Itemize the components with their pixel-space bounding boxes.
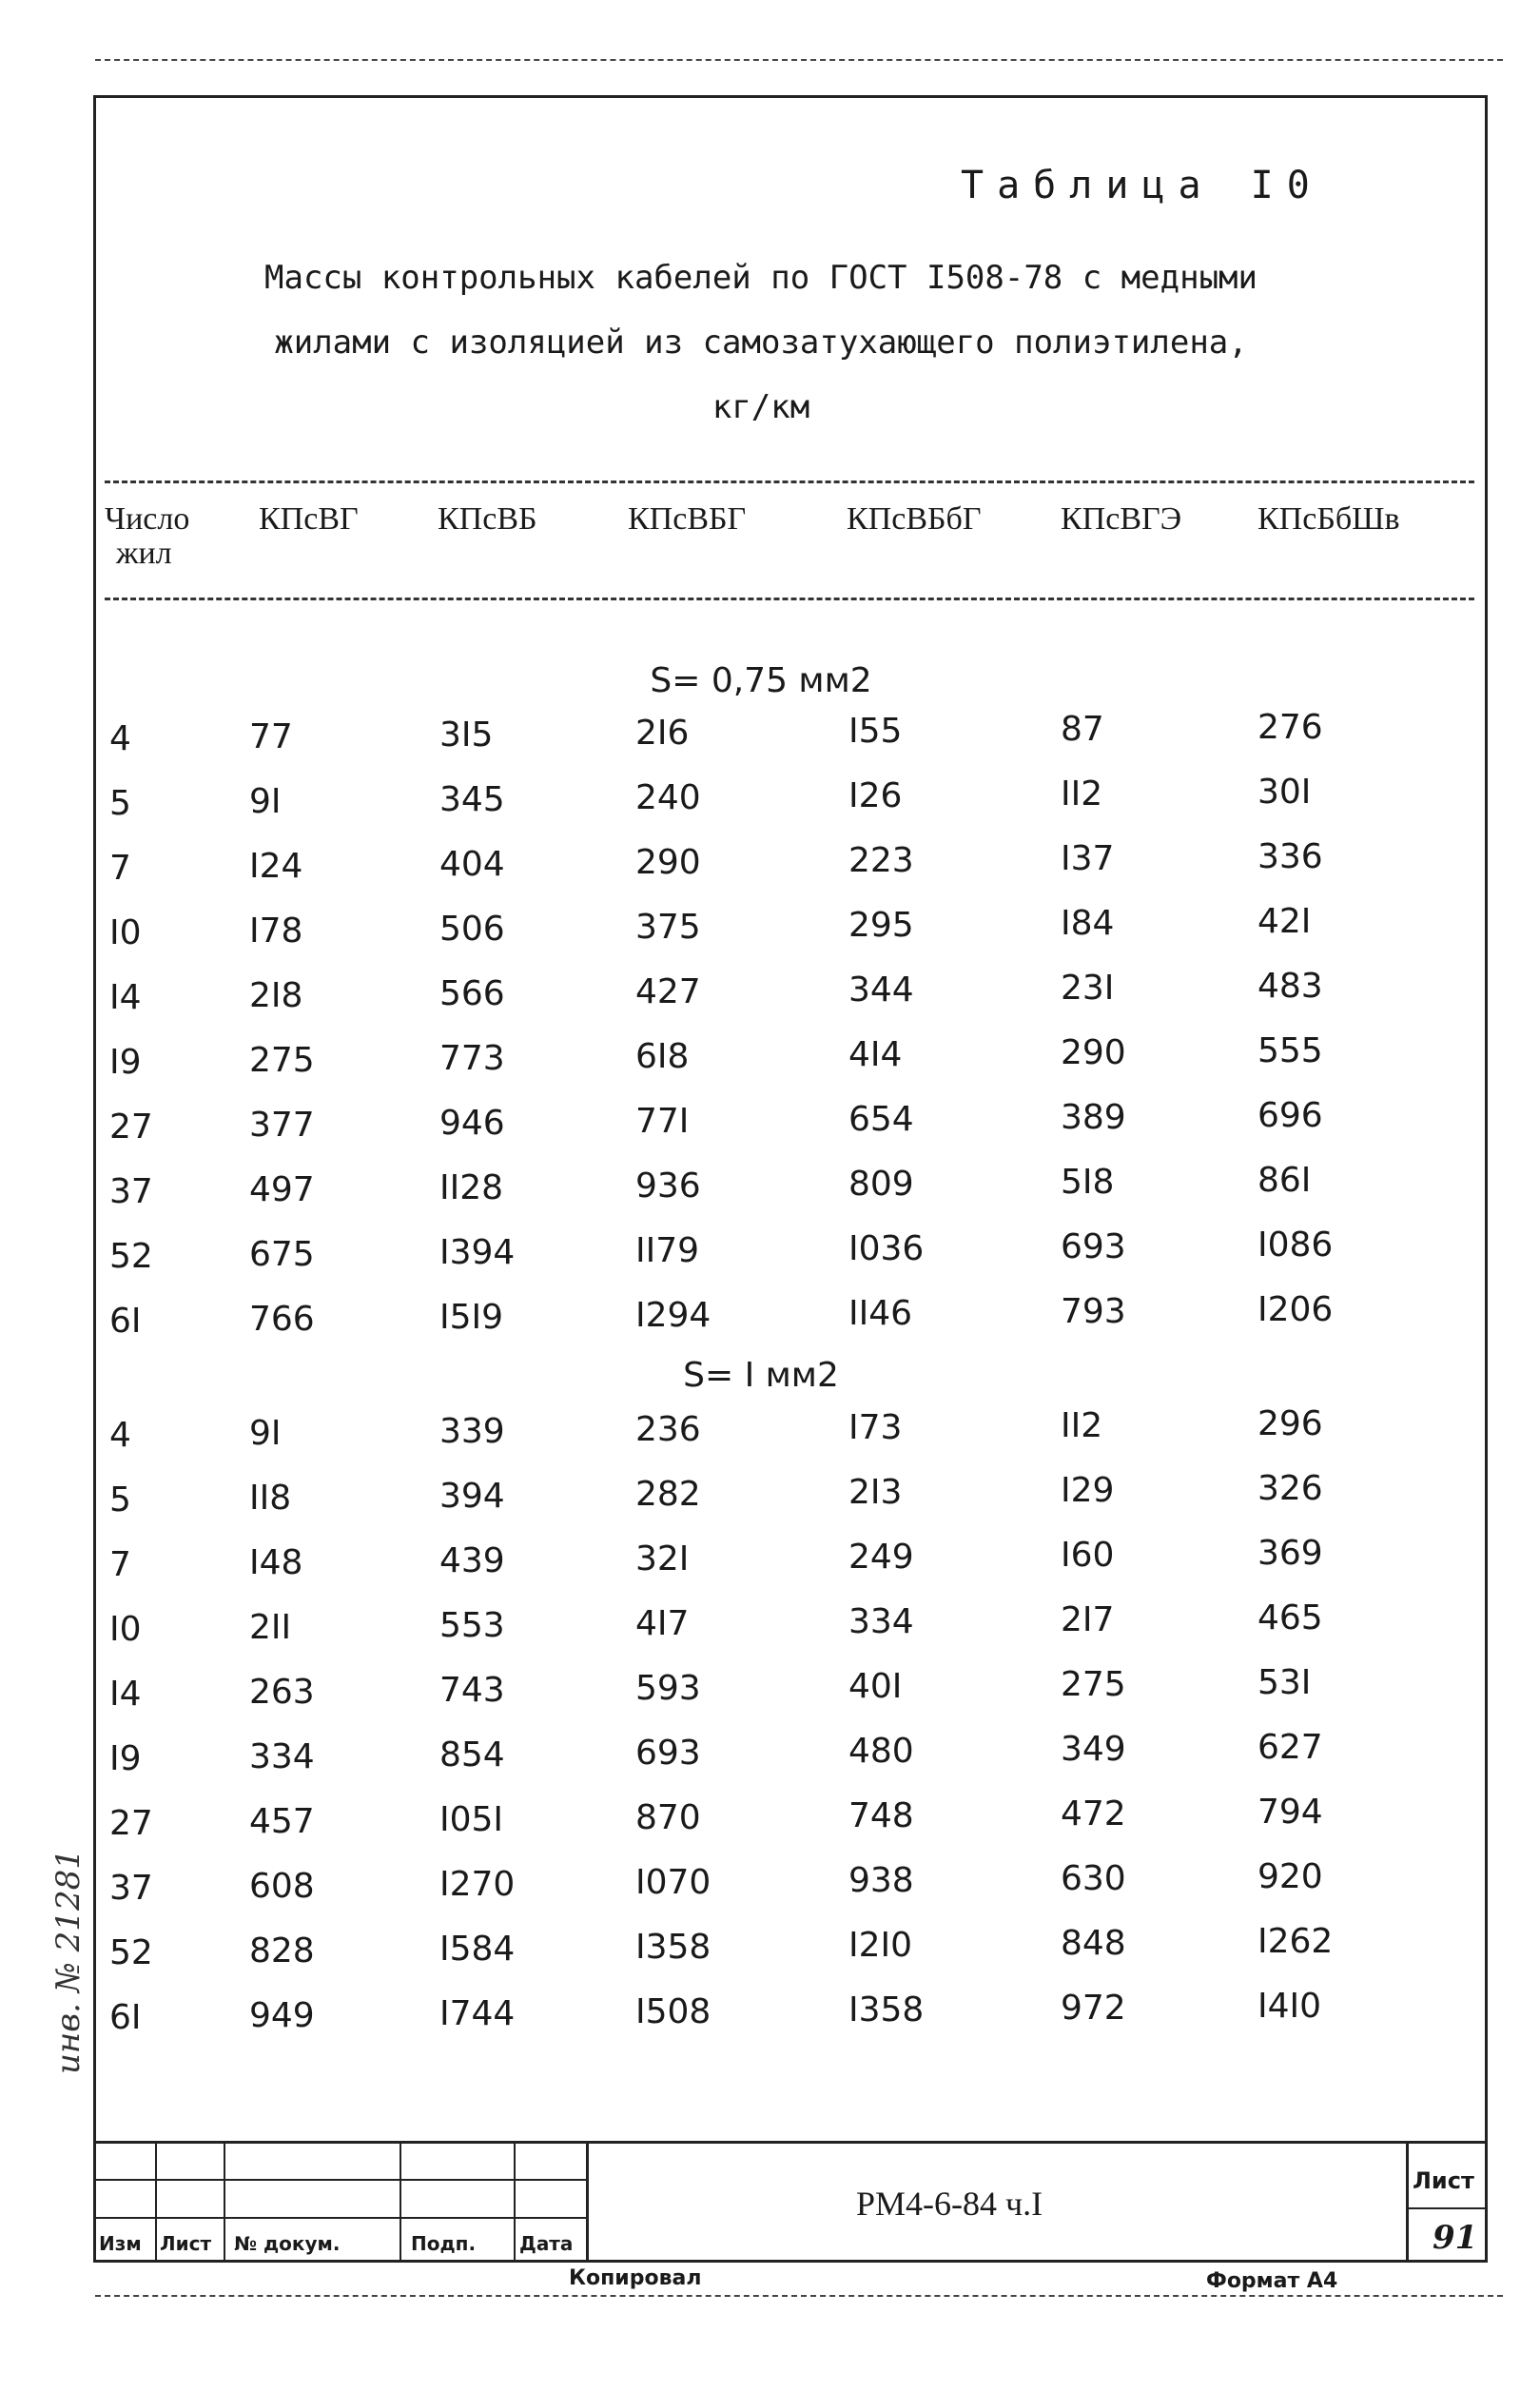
mass-cell: 936: [635, 1167, 701, 1206]
copied-label: Копировал: [569, 2266, 702, 2290]
mass-cell: II2: [1061, 1406, 1103, 1445]
mass-cell: 2I3: [848, 1473, 903, 1512]
mass-cell: 480: [848, 1732, 914, 1771]
mass-cell: I24: [249, 847, 303, 886]
mass-cell: 290: [1061, 1033, 1126, 1072]
section-label: S= 0,75 мм2: [650, 661, 872, 700]
mass-cell: 2I7: [1061, 1600, 1115, 1639]
mass-cell: 439: [439, 1541, 505, 1580]
mass-cell: I84: [1061, 904, 1115, 943]
cores-count-cell: I0: [109, 1610, 142, 1649]
mass-cell: 854: [439, 1735, 505, 1774]
mass-cell: 553: [439, 1606, 505, 1645]
cores-count-cell: 52: [109, 1237, 153, 1276]
mass-cell: I37: [1061, 839, 1115, 878]
mass-cell: I294: [635, 1296, 712, 1335]
column-header: КПсВГЭ: [1061, 501, 1182, 537]
mass-cell: I2I0: [848, 1926, 913, 1965]
top-dashed-rule: [95, 59, 1503, 61]
mass-cell: 566: [439, 974, 505, 1013]
cores-count-cell: 4: [109, 719, 131, 758]
cores-count-cell: I9: [109, 1739, 142, 1778]
mass-cell: 275: [1061, 1665, 1126, 1704]
mass-cell: II46: [848, 1294, 913, 1333]
sheet-cell-border: [1406, 2141, 1409, 2263]
mass-cell: I508: [635, 1992, 712, 2031]
cores-count-cell: 27: [109, 1108, 153, 1147]
column-header-line: жил: [116, 536, 172, 571]
cores-count-cell: 27: [109, 1804, 153, 1843]
mass-cell: 627: [1257, 1728, 1323, 1767]
mass-cell: I29: [1061, 1471, 1115, 1510]
mass-cell: II28: [439, 1168, 504, 1207]
cores-count-cell: 52: [109, 1933, 153, 1972]
mass-cell: 870: [635, 1798, 701, 1837]
mass-cell: 793: [1061, 1292, 1126, 1331]
title-block-row-line: [93, 2179, 586, 2181]
cores-count-cell: I4: [109, 978, 142, 1017]
mass-cell: 296: [1257, 1404, 1323, 1443]
cores-count-cell: I0: [109, 913, 142, 952]
label-doc-number: № докум.: [234, 2232, 341, 2255]
mass-cell: 344: [848, 971, 914, 1010]
mass-cell: 972: [1061, 1989, 1126, 2028]
mass-cell: 42I: [1257, 902, 1312, 941]
mass-cell: 457: [249, 1802, 315, 1841]
mass-cell: 949: [249, 1996, 315, 2035]
mass-cell: 9I: [249, 1414, 282, 1453]
mass-cell: 290: [635, 843, 701, 882]
mass-cell: 32I: [635, 1539, 690, 1578]
mass-cell: I394: [439, 1233, 516, 1272]
mass-cell: 369: [1257, 1534, 1323, 1573]
mass-cell: I26: [848, 776, 903, 815]
mass-cell: I55: [848, 712, 903, 751]
mass-cell: 4I7: [635, 1604, 690, 1643]
column-header-line: Число: [105, 501, 190, 537]
title-block-col-line: [400, 2141, 401, 2263]
mass-cell: 693: [635, 1734, 701, 1773]
mass-cell: I358: [635, 1928, 712, 1967]
section-label: S= I мм2: [683, 1356, 839, 1395]
mass-cell: 427: [635, 972, 701, 1011]
mass-cell: 326: [1257, 1469, 1323, 1508]
mass-cell: 497: [249, 1170, 315, 1209]
mass-cell: II8: [249, 1479, 292, 1518]
column-header: КПсВБГ: [628, 501, 747, 537]
mass-cell: 696: [1257, 1096, 1323, 1135]
mass-cell: 773: [439, 1039, 505, 1078]
column-header: [105, 502, 189, 571]
cores-count-cell: 37: [109, 1869, 153, 1908]
cores-count-cell: 5: [109, 784, 131, 823]
header-rule-top: [105, 480, 1474, 483]
mass-cell: 263: [249, 1673, 315, 1712]
mass-cell: 946: [439, 1104, 505, 1143]
mass-cell: I05I: [439, 1800, 504, 1839]
mass-cell: 828: [249, 1931, 315, 1970]
mass-cell: I036: [848, 1229, 925, 1268]
mass-cell: I48: [249, 1543, 303, 1582]
label-date: Дата: [519, 2232, 574, 2255]
margin-inventory-note: инв. № 21281: [49, 1849, 88, 2074]
mass-cell: I262: [1257, 1922, 1334, 1961]
mass-cell: I744: [439, 1994, 516, 2033]
mass-cell: 276: [1257, 708, 1323, 747]
mass-cell: 336: [1257, 837, 1323, 876]
mass-cell: 275: [249, 1041, 315, 1080]
mass-cell: 483: [1257, 967, 1323, 1006]
mass-cell: 282: [635, 1475, 701, 1514]
mass-cell: 794: [1257, 1793, 1323, 1832]
mass-cell: 654: [848, 1100, 914, 1139]
mass-cell: 295: [848, 906, 914, 945]
title-line-2: жилами с изоляцией из самозатухающего полиэтилена,: [274, 324, 1248, 362]
cores-count-cell: 6I: [109, 1302, 142, 1341]
mass-cell: I358: [848, 1990, 925, 2029]
mass-cell: 334: [249, 1737, 315, 1776]
mass-cell: 77: [249, 717, 293, 756]
mass-cell: I73: [848, 1408, 903, 1447]
mass-cell: 9I: [249, 782, 282, 821]
mass-cell: 472: [1061, 1794, 1126, 1833]
mass-cell: 375: [635, 908, 701, 947]
mass-cell: I070: [635, 1863, 712, 1902]
mass-cell: 394: [439, 1477, 505, 1516]
mass-cell: 766: [249, 1300, 315, 1339]
mass-cell: 4I4: [848, 1035, 903, 1074]
mass-cell: I4I0: [1257, 1987, 1322, 2026]
mass-cell: I086: [1257, 1225, 1334, 1265]
column-header: КПсБбШв: [1257, 501, 1400, 537]
cores-count-cell: 37: [109, 1172, 153, 1211]
table-label: Таблица I0: [961, 164, 1323, 207]
mass-cell: 349: [1061, 1730, 1126, 1769]
mass-cell: 809: [848, 1165, 914, 1204]
mass-cell: 2I6: [635, 714, 690, 753]
mass-cell: 249: [848, 1538, 914, 1577]
mass-cell: 377: [249, 1106, 315, 1145]
column-header: КПсВБ: [438, 501, 537, 537]
mass-cell: 608: [249, 1867, 315, 1906]
units-label: кг/км: [712, 388, 810, 426]
mass-cell: 693: [1061, 1227, 1126, 1266]
mass-cell: 334: [848, 1602, 914, 1641]
label-list: Лист: [160, 2232, 212, 2255]
label-signature: Подп.: [411, 2232, 477, 2255]
mass-cell: 593: [635, 1669, 701, 1708]
mass-cell: 938: [848, 1861, 914, 1900]
mass-cell: 77I: [635, 1102, 690, 1141]
column-header: КПсВБбГ: [847, 501, 982, 537]
title-block-top-border: [93, 2141, 1488, 2144]
mass-cell: II79: [635, 1231, 700, 1270]
mass-cell: 675: [249, 1235, 315, 1274]
mass-cell: 748: [848, 1796, 914, 1835]
mass-cell: 848: [1061, 1924, 1126, 1963]
title-block-row-line: [93, 2217, 586, 2219]
mass-cell: 555: [1257, 1031, 1323, 1070]
mass-cell: I60: [1061, 1536, 1115, 1575]
mass-cell: 86I: [1257, 1161, 1312, 1200]
mass-cell: II2: [1061, 774, 1103, 814]
mass-cell: I270: [439, 1865, 516, 1904]
mass-cell: 920: [1257, 1857, 1323, 1896]
mass-cell: 465: [1257, 1598, 1323, 1637]
mass-cell: 3I5: [439, 716, 494, 755]
mass-cell: 6I8: [635, 1037, 690, 1076]
format-label: Формат А4: [1206, 2269, 1338, 2293]
mass-cell: 5I8: [1061, 1163, 1115, 1202]
header-rule-bottom: [105, 598, 1474, 600]
mass-cell: I78: [249, 912, 303, 951]
mass-cell: I206: [1257, 1290, 1334, 1329]
mass-cell: 345: [439, 780, 505, 819]
column-header: КПсВГ: [259, 501, 359, 537]
cores-count-cell: 6I: [109, 1998, 142, 2037]
mass-cell: 240: [635, 778, 701, 817]
title-block-col-line: [514, 2141, 516, 2263]
mass-cell: I5I9: [439, 1298, 504, 1337]
mass-cell: 404: [439, 845, 505, 884]
cores-count-cell: 4: [109, 1416, 131, 1455]
bottom-dashed-rule: [95, 2295, 1503, 2297]
mass-cell: 53I: [1257, 1663, 1312, 1702]
mass-cell: 630: [1061, 1859, 1126, 1898]
cores-count-cell: 7: [109, 849, 131, 888]
cores-count-cell: I9: [109, 1043, 142, 1082]
title-block-col-line: [586, 2141, 589, 2263]
sheet-number: 91: [1433, 2219, 1478, 2257]
mass-cell: 40I: [848, 1667, 903, 1706]
label-izm: Изм: [99, 2232, 142, 2255]
mass-cell: 743: [439, 1671, 505, 1710]
sheet-cell-divider: [1406, 2207, 1488, 2209]
mass-cell: 2I8: [249, 976, 303, 1015]
mass-cell: 389: [1061, 1098, 1126, 1137]
cores-count-cell: I4: [109, 1675, 142, 1714]
mass-cell: 30I: [1257, 773, 1312, 812]
mass-cell: 23I: [1061, 969, 1115, 1008]
cores-count-cell: 5: [109, 1480, 131, 1520]
mass-cell: 339: [439, 1412, 505, 1451]
mass-cell: 2II: [249, 1608, 292, 1647]
mass-cell: 223: [848, 841, 914, 880]
title-line-1: Массы контрольных кабелей по ГОСТ I508-78 с медными: [264, 259, 1257, 297]
title-block-col-line: [155, 2141, 157, 2263]
cores-count-cell: 7: [109, 1545, 131, 1584]
mass-cell: I584: [439, 1930, 516, 1969]
document-code: РМ4-6-84 ч.I: [856, 2185, 1043, 2223]
mass-cell: 506: [439, 910, 505, 949]
mass-cell: 87: [1061, 710, 1104, 749]
title-block-col-line: [224, 2141, 225, 2263]
mass-cell: 236: [635, 1410, 701, 1449]
sheet-label: Лист: [1413, 2167, 1474, 2194]
